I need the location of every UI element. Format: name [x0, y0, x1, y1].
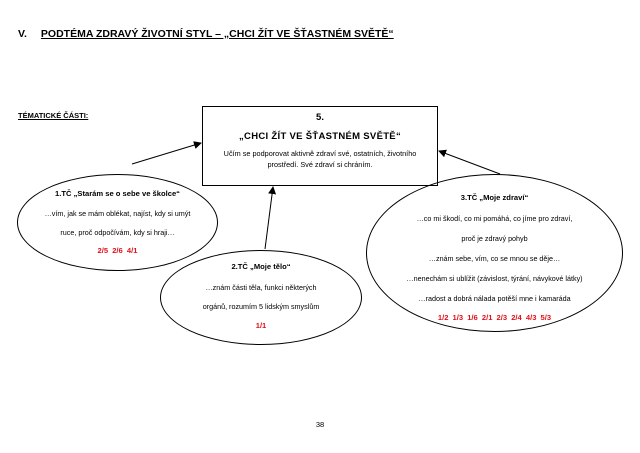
- part-2-line: orgánů, rozumím 5 lidským smyslům: [202, 302, 320, 311]
- heading-number: V.: [18, 28, 27, 40]
- part-1-line: ruce, proč odpočívám, kdy si hraji…: [60, 228, 175, 237]
- center-theme-box: [202, 106, 438, 186]
- part-2-line: …znám části těla, funkci některých: [205, 283, 317, 292]
- part-2-ellipse: [160, 250, 362, 345]
- part-3-ellipse: [366, 174, 623, 332]
- arrow-part2-to-center: [265, 187, 273, 249]
- part-3-line: …nenechám si ublížit (závislost, týrání, návykové látky): [406, 274, 583, 283]
- part-2-codes: 1/1: [255, 321, 267, 330]
- part-3-title: 3.TČ „Moje zdraví“: [460, 193, 529, 202]
- part-3-line: …radost a dobrá nálada potěší mne i kamaráda: [418, 294, 571, 303]
- part-1-line: …vím, jak se mám oblékat, najíst, kdy si umýt: [44, 209, 191, 218]
- part-3-codes: 1/2 1/3 1/6 2/1 2/3 2/4 4/3 5/3: [437, 313, 552, 322]
- heading-title: PODTÉMA ZDRAVÝ ŽIVOTNÍ STYL – „CHCI ŽÍT VE ŠŤASTNÉM SVĚTĚ“: [40, 28, 394, 40]
- center-title: „CHCI ŽÍT VE ŠŤASTNÉM SVĚTĚ“: [239, 131, 401, 142]
- part-3-line: …znám sebe, vím, co se mnou se děje…: [428, 254, 561, 263]
- section-label: TÉMATICKÉ ČÁSTI:: [18, 111, 89, 120]
- part-3-line: …co mi škodí, co mi pomáhá, co jíme pro zdraví,: [416, 214, 573, 223]
- center-number: 5.: [316, 112, 324, 123]
- part-1-ellipse: [17, 174, 218, 271]
- part-1-codes: 2/5 2/6 4/1: [97, 246, 138, 255]
- arrow-part3-to-center: [439, 151, 500, 174]
- part-2-title: 2.TČ „Moje tělo“: [231, 262, 291, 271]
- page-number: 38: [315, 420, 325, 429]
- part-1-title: 1.TČ „Starám se o sebe ve školce“: [55, 189, 180, 198]
- arrow-part1-to-center: [132, 143, 201, 164]
- center-description: Učím se podporovat aktivně zdraví své, ostatních, životního prostředí. Své zdraví si chráním.: [223, 149, 417, 169]
- part-3-line: proč je zdravý pohyb: [461, 234, 528, 243]
